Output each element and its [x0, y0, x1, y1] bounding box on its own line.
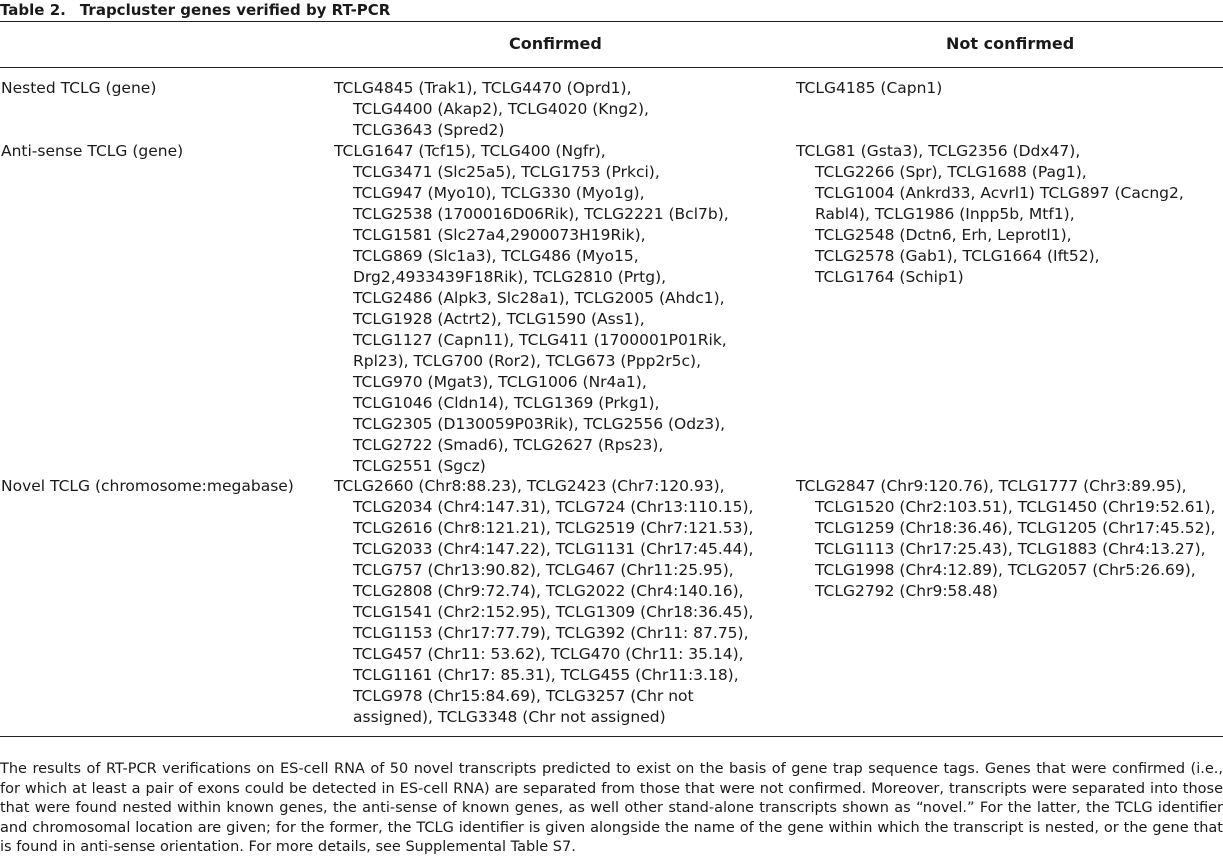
- cell-line: TCLG757 (Chr13:90.82), TCLG467 (Chr11:25.95),: [353, 561, 734, 579]
- cell-line: TCLG4185 (Capn1): [796, 79, 943, 97]
- cell-line: TCLG2486 (Alpk3, Slc28a1), TCLG2005 (Ahdc1),: [353, 289, 725, 307]
- cell-line: TCLG970 (Mgat3), TCLG1006 (Nr4a1),: [353, 373, 647, 391]
- cell-line: TCLG3471 (Slc25a5), TCLG1753 (Prkci),: [353, 163, 660, 181]
- cell-line: TCLG2548 (Dctn6, Erh, Leprotl1),: [815, 226, 1072, 244]
- cell-line: TCLG1541 (Chr2:152.95), TCLG1309 (Chr18:36.45),: [353, 603, 754, 621]
- cell-line: TCLG2847 (Chr9:120.76), TCLG1777 (Chr3:89.95),: [796, 477, 1187, 495]
- cell-line: Rabl4), TCLG1986 (Inpp5b, Mtf1),: [815, 205, 1075, 223]
- row-label-antisense: Anti-sense TCLG (gene): [1, 142, 184, 160]
- cell-line: TCLG1113 (Chr17:25.43), TCLG1883 (Chr4:13.27),: [815, 540, 1206, 558]
- cell-line: TCLG1998 (Chr4:12.89), TCLG2057 (Chr5:26.69),: [815, 561, 1196, 579]
- top-rule: [0, 21, 1223, 22]
- cell-line: TCLG1581 (Slc27a4,2900073H19Rik),: [353, 226, 646, 244]
- cell-line: TCLG2034 (Chr4:147.31), TCLG724 (Chr13:110.15),: [353, 498, 754, 516]
- row-label-nested: Nested TCLG (gene): [1, 79, 157, 97]
- cell-not-confirmed-nested: [796, 78, 1223, 99]
- bottom-rule: [0, 736, 1223, 737]
- cell-not-confirmed-novel: [796, 476, 1223, 602]
- cell-line: TCLG2538 (1700016D06Rik), TCLG2221 (Bcl7b),: [353, 205, 729, 223]
- cell-line: TCLG4845 (Trak1), TCLG4470 (Oprd1),: [334, 79, 632, 97]
- table-caption: [0, 0, 390, 20]
- cell-line: TCLG1764 (Schip1): [815, 268, 964, 286]
- table-title: Trapcluster genes verified by RT-PCR: [79, 1, 391, 19]
- table-number: Table 2.: [0, 1, 66, 19]
- cell-line: TCLG1259 (Chr18:36.46), TCLG1205 (Chr17:45.52),: [815, 519, 1216, 537]
- cell-line: TCLG2266 (Spr), TCLG1688 (Pag1),: [815, 163, 1087, 181]
- row-label-novel: Novel TCLG (chromosome:megabase): [1, 477, 294, 495]
- cell-line: TCLG2792 (Chr9:58.48): [815, 582, 998, 600]
- cell-line: TCLG1647 (Tcf15), TCLG400 (Ngfr),: [334, 142, 606, 160]
- cell-line: TCLG1928 (Actrt2), TCLG1590 (Ass1),: [353, 310, 645, 328]
- cell-confirmed-novel: [334, 476, 774, 728]
- table-footnote: The results of RT-PCR verifications on ES-cell RNA of 50 novel transcripts predicted to exist on the basis of gene trap sequence tags. Genes that were confirmed (i.e., for which at least a pair of exons could be detected in ES-cell RNA) are separated from those that were not confirmed. Moreover, transcripts were separated into those that were found nested within known genes, the anti-sense of known genes, as well other stand-alone transcripts shown as “novel.” For the latter, the TCLG identifier and chromosomal location are given; for the former, the TCLG identifier is given alongside the name of the gene within which the transcript is nested, or the gene that is found in anti-sense orientation. For more details, see Supplemental Table S7.: [0, 761, 1223, 855]
- cell-line: TCLG1004 (Ankrd33, Acvrl1) TCLG897 (Cacng2,: [815, 184, 1184, 202]
- cell-confirmed-antisense: [334, 141, 774, 477]
- cell-line: TCLG1161 (Chr17: 85.31), TCLG455 (Chr11:3.18),: [353, 666, 739, 684]
- cell-line: TCLG2551 (Sgcz): [353, 457, 486, 475]
- cell-line: TCLG2578 (Gab1), TCLG1664 (Ift52),: [815, 247, 1100, 265]
- cell-not-confirmed-antisense: [796, 141, 1223, 288]
- column-header-not-confirmed: Not confirmed: [946, 34, 1075, 53]
- cell-line: TCLG1127 (Capn11), TCLG411 (1700001P01Rik,: [353, 331, 727, 349]
- cell-line: TCLG1520 (Chr2:103.51), TCLG1450 (Chr19:52.61),: [815, 498, 1216, 516]
- cell-line: TCLG2305 (D130059P03Rik), TCLG2556 (Odz3),: [353, 415, 726, 433]
- cell-line: TCLG2033 (Chr4:147.22), TCLG1131 (Chr17:45.44),: [353, 540, 754, 558]
- cell-line: TCLG978 (Chr15:84.69), TCLG3257 (Chr not: [353, 687, 694, 705]
- cell-line: TCLG3643 (Spred2): [353, 121, 505, 139]
- header-rule: [0, 67, 1223, 68]
- cell-line: Rpl23), TCLG700 (Ror2), TCLG673 (Ppp2r5c),: [353, 352, 702, 370]
- cell-line: TCLG2616 (Chr8:121.21), TCLG2519 (Chr7:121.53),: [353, 519, 754, 537]
- cell-line: TCLG81 (Gsta3), TCLG2356 (Ddx47),: [796, 142, 1081, 160]
- cell-line: TCLG869 (Slc1a3), TCLG486 (Myo15,: [353, 247, 639, 265]
- cell-line: TCLG4400 (Akap2), TCLG4020 (Kng2),: [353, 100, 649, 118]
- cell-line: Drg2,4933439F18Rik), TCLG2810 (Prtg),: [353, 268, 667, 286]
- cell-line: assigned), TCLG3348 (Chr not assigned): [353, 708, 666, 726]
- cell-line: TCLG457 (Chr11: 53.62), TCLG470 (Chr11: 35.14),: [353, 645, 744, 663]
- column-header-confirmed: Confirmed: [509, 34, 602, 53]
- cell-line: TCLG2808 (Chr9:72.74), TCLG2022 (Chr4:140.16),: [353, 582, 744, 600]
- cell-line: TCLG947 (Myo10), TCLG330 (Myo1g),: [353, 184, 645, 202]
- cell-line: TCLG1046 (Cldn14), TCLG1369 (Prkg1),: [353, 394, 660, 412]
- cell-line: TCLG1153 (Chr17:77.79), TCLG392 (Chr11: 87.75),: [353, 624, 749, 642]
- cell-line: TCLG2660 (Chr8:88.23), TCLG2423 (Chr7:120.93),: [334, 477, 725, 495]
- cell-line: TCLG2722 (Smad6), TCLG2627 (Rps23),: [353, 436, 664, 454]
- cell-confirmed-nested: [334, 78, 774, 141]
